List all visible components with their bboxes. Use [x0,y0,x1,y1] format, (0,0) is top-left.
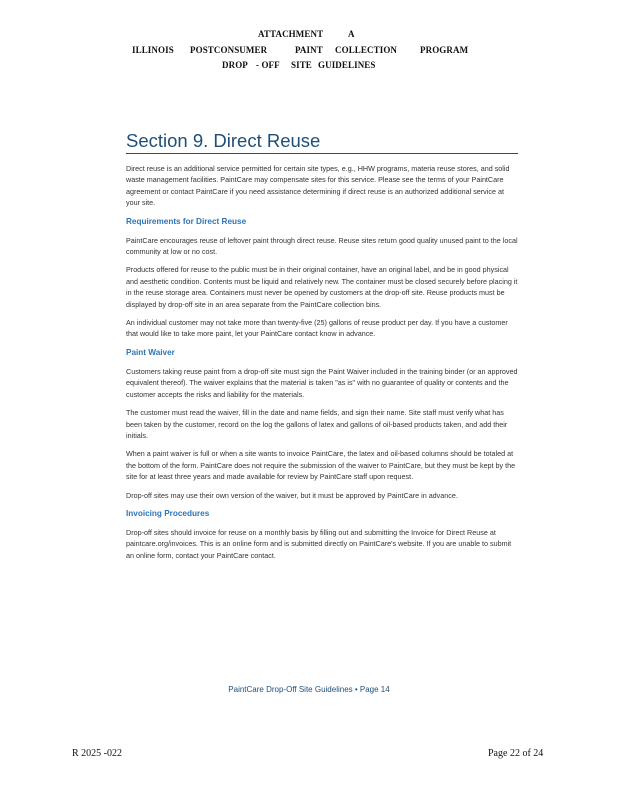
header-word: DROP [222,60,248,70]
intro-paragraph: Direct reuse is an additional service permitted for certain site types, e.g., HHW programs, materia reuse stores, and solid waste management facilities. PaintCare may compensate sites for this service. Please see the terms of your PaintCare agreement or contact PaintCare if you need assistance determining if direct reuse is an authorized additional service at your site. [126,164,510,208]
header-word: POSTCONSUMER [190,45,268,55]
subheading-paint-waiver: Paint Waiver [126,347,175,357]
paragraph: The customer must read the waiver, fill in the date and name fields, and sign their name. Site staff must verify what has been taken by the customer, record on the log the gallons of latex and gallons of oil-based products taken, and add their initials. [126,408,508,440]
header-word: A [348,29,355,39]
header-word: PAINT [295,45,323,55]
header-word: SITE [291,60,312,70]
subheading-requirements: Requirements for Direct Reuse [126,216,247,226]
header-word: GUIDELINES [318,60,376,70]
paragraph: PaintCare encourages reuse of leftover paint through direct reuse. Reuse sites return good quality unused paint to the local community at low or no cost. [126,235,518,257]
page-number: Page 22 of 24 [488,748,544,759]
inner-page-footer: PaintCare Drop-Off Site Guidelines • Page 14 [228,685,390,694]
header-word: ATTACHMENT [258,29,324,39]
paragraph: An individual customer may not take more than twenty-five (25) gallons of reuse product per day. If you have a customer that would like to take more paint, let your PaintCare contact know in advance. [126,318,508,339]
paragraph: Products offered for reuse to the public must be in their original container, have an original label, and be in good physical and aesthetic condition. Contents must be liquid and relatively new. The container must be closed securely before placing it in the reuse storage area. Containers must never be opened by customers at the drop-off site. Reuse products must be displayed by drop-off site in an area separate from the PaintCare collection bins. [126,265,518,309]
document-number: R 2025 -022 [72,748,122,759]
paragraph: Drop-off sites may use their own version of the waiver, but it must be approved by PaintCare in advance. [126,490,458,500]
paragraph: Drop-off sites should invoice for reuse on a monthly basis by filling out and submitting the Invoice for Direct Reuse at paintcare.org/invoices. This is an online form and is submitted directly on PaintCare's website. If you are unable to submit an online form, contact your PaintCare contact. [126,527,512,560]
title-rule [126,153,518,154]
header-word: - OFF [256,60,280,70]
page-content [126,130,518,568]
header-word: COLLECTION [335,45,398,55]
header-word: ILLINOIS [132,45,174,55]
subheading-invoicing: Invoicing Procedures [126,508,210,518]
paragraph: Customers taking reuse paint from a drop-off site must sign the Paint Waiver included in the training binder (or an approved equivalent thereof). The waiver explains that the material is taken "as is" with no guarantee of quality or contents and the customer accepts the risks and liability for the materials. [126,366,518,399]
paragraph: When a paint waiver is full or when a site wants to invoice PaintCare, the latex and oil-based columns should be totaled at the bottom of the form. PaintCare does not require the submission of the waiver to PaintCare, but they must be kept by the site for at least three years and made available for review by PaintCare staff upon request. [126,449,516,482]
section-title: Section 9. Direct Reuse [126,130,321,151]
header-word: PROGRAM [420,45,469,55]
